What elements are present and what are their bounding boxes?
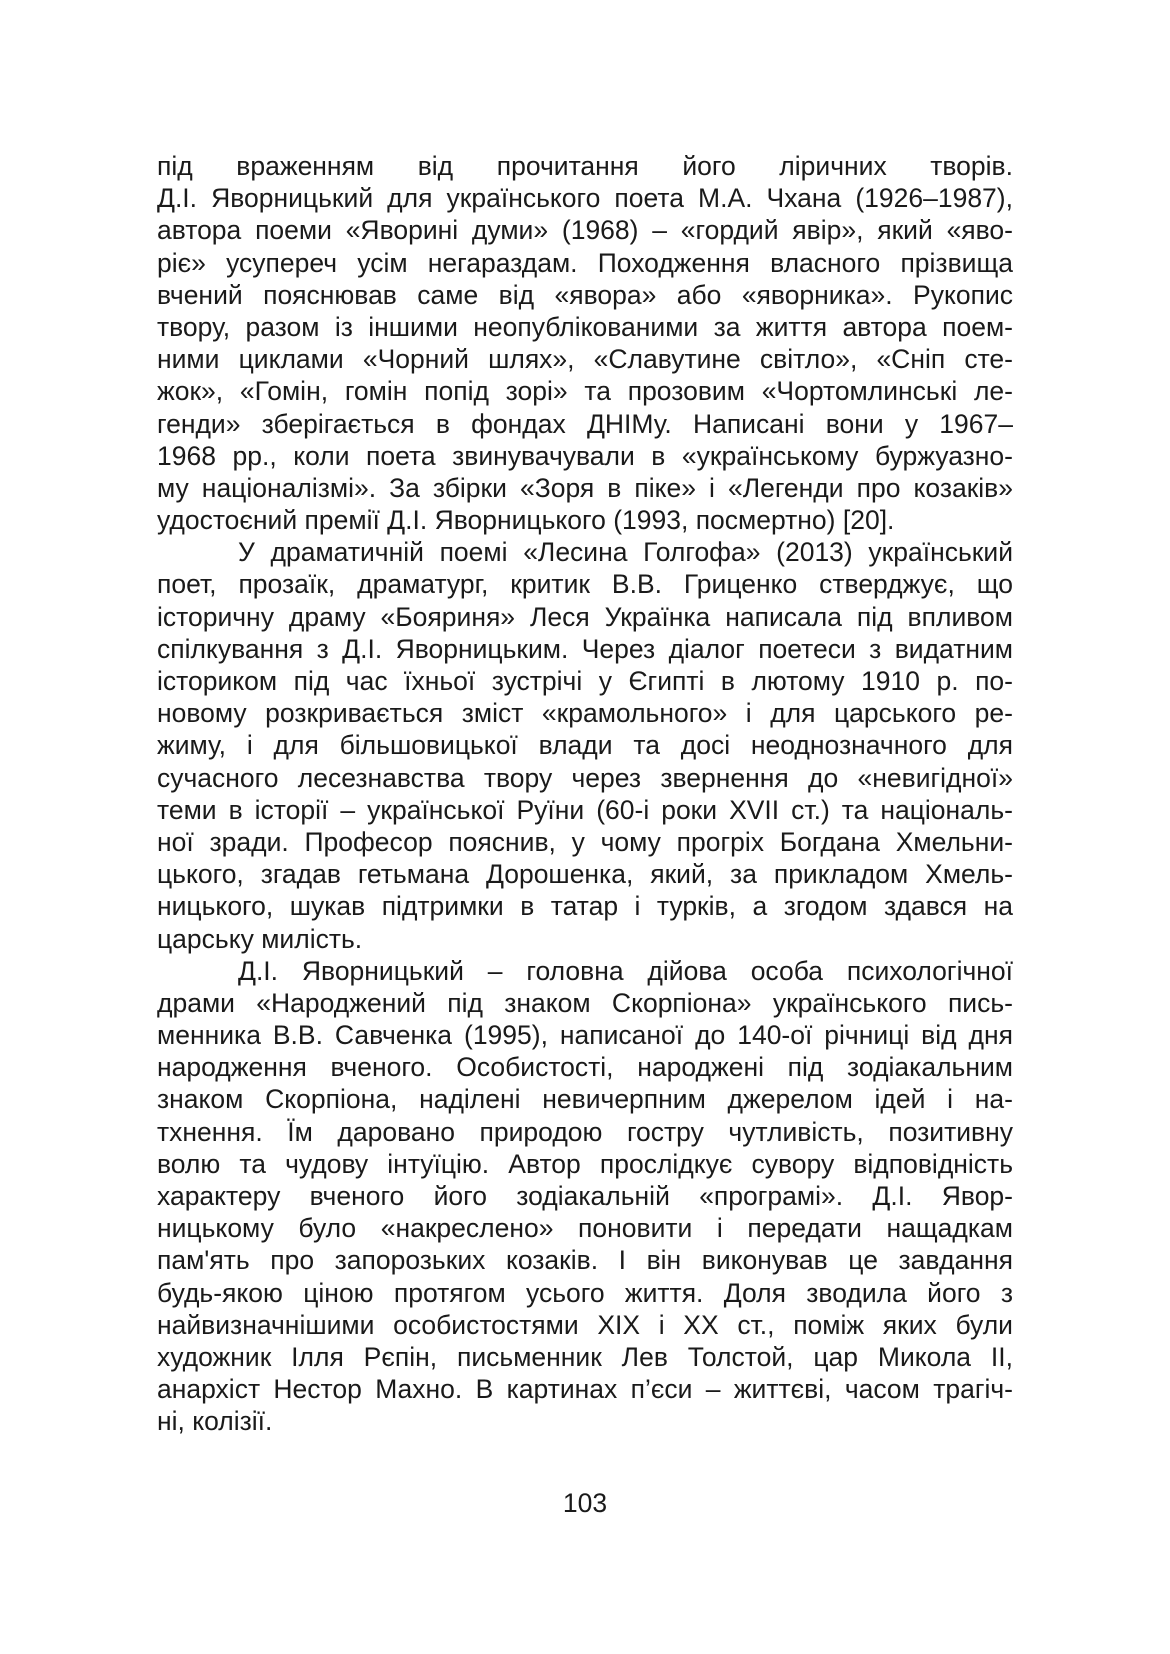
text-line: ницького, шукав підтримки в татар і турків, а згодом здався на bbox=[157, 891, 1013, 922]
text-line: пам'ять про запорозьких козаків. І він виконував це завдання bbox=[157, 1245, 1013, 1276]
text-line: ної зради. Професор пояснив, у чому прогріх Богдана Хмельни- bbox=[157, 826, 1013, 857]
body-text bbox=[157, 150, 1013, 1438]
text-line: му націоналізмі». За збірки «Зоря в піке» і «Легенди про козаків» bbox=[157, 472, 1013, 503]
text-line: генди» зберігається в фондах ДНІМу. Написані вони у 1967– bbox=[157, 408, 1013, 439]
text-line: жиму, і для більшовицької влади та досі неоднозначного для bbox=[157, 730, 1013, 761]
text-line: вчений пояснював саме від «явора» або «яворника». Рукопис bbox=[157, 279, 1013, 310]
text-line: цького, згадав гетьмана Дорошенка, який, за прикладом Хмель- bbox=[157, 859, 1013, 890]
text-line: новому розкривається зміст «крамольного» і для царського ре- bbox=[157, 698, 1013, 729]
text-line: ницькому було «накреслено» поновити і передати нащадкам bbox=[157, 1213, 1013, 1244]
text-line: драми «Народжений під знаком Скорпіона» українського пись- bbox=[157, 987, 1013, 1018]
text-line: історичну драму «Бояриня» Леся Українка написала під впливом bbox=[157, 601, 1013, 632]
paragraph-first-line: Д.І. Яворницький – головна дійова особа психологічної bbox=[238, 955, 1013, 986]
text-line: 1968 рр., коли поета звинувачували в «українському буржуазно- bbox=[157, 440, 1013, 471]
text-line: істориком під час їхньої зустрічі у Єгипті в лютому 1910 р. по- bbox=[157, 666, 1013, 696]
text-line: волю та чудову інтуїцію. Автор прослідкує сувору відповідність bbox=[157, 1148, 1013, 1179]
text-line: сучасного лесезнавства твору через звернення до «невигідної» bbox=[157, 762, 1013, 793]
paragraph-first-line: У драматичній поемі «Лесина Голгофа» (2013) український bbox=[238, 537, 1013, 568]
text-line: найвизначнішими особистостями XIX і XX ст., поміж яких були bbox=[157, 1309, 1013, 1340]
text-line: тхнення. Їм даровано природою гостру чутливість, позитивну bbox=[157, 1116, 1013, 1147]
text-line: спілкування з Д.І. Яворницьким. Через діалог поетеси з видатним bbox=[157, 633, 1013, 664]
text-line: ріє» усупереч усім негараздам. Походження власного прізвища bbox=[157, 247, 1013, 278]
text-line: менника В.В. Савченка (1995), написаної до 140-ої річниці від дня bbox=[157, 1020, 1013, 1051]
text-line: жок», «Гомін, гомін попід зорі» та прозовим «Чортомлинські ле- bbox=[157, 376, 1013, 407]
text-line: Д.І. Яворницький для українського поета М.А. Чхана (1926–1987), bbox=[157, 183, 1013, 214]
text-line: теми в історії – української Руїни (60-і роки XVII ст.) та національ- bbox=[157, 794, 1013, 825]
text-line: характеру вченого його зодіакальній «програмі». Д.І. Явор- bbox=[157, 1181, 1013, 1211]
text-line: художник Ілля Рєпін, письменник Лев Толстой, цар Микола II, bbox=[157, 1341, 1013, 1372]
text-line: твору, разом із іншими неопублікованими за життя автора поем- bbox=[157, 311, 1013, 342]
text-line: анархіст Нестор Махно. В картинах п’єси – життєві, часом трагіч- bbox=[157, 1374, 1013, 1405]
text-line: будь-якою ціною протягом усього життя. Доля зводила його з bbox=[157, 1277, 1013, 1308]
text-line: царську милість. bbox=[157, 923, 363, 954]
text-line: удостоєний премії Д.І. Яворницького (1993, посмертно) [20]. bbox=[157, 505, 895, 536]
text-line: народження вченого. Особистості, народжені під зодіакальним bbox=[157, 1052, 1013, 1083]
page-number: 103 bbox=[562, 1488, 608, 1518]
text-line: під враженням від прочитання його ліричних творів. bbox=[157, 151, 1013, 181]
text-line: поет, прозаїк, драматург, критик В.В. Гриценко стверджує, що bbox=[157, 569, 1013, 600]
text-line: ні, колізії. bbox=[157, 1406, 273, 1437]
text-line: ними циклами «Чорний шлях», «Славутине світло», «Сніп сте- bbox=[157, 344, 1013, 375]
text-line: знаком Скорпіона, наділені невичерпним джерелом ідей і на- bbox=[157, 1084, 1013, 1115]
text-line: автора поеми «Яворині думи» (1968) – «гордий явір», який «яво- bbox=[157, 215, 1013, 246]
